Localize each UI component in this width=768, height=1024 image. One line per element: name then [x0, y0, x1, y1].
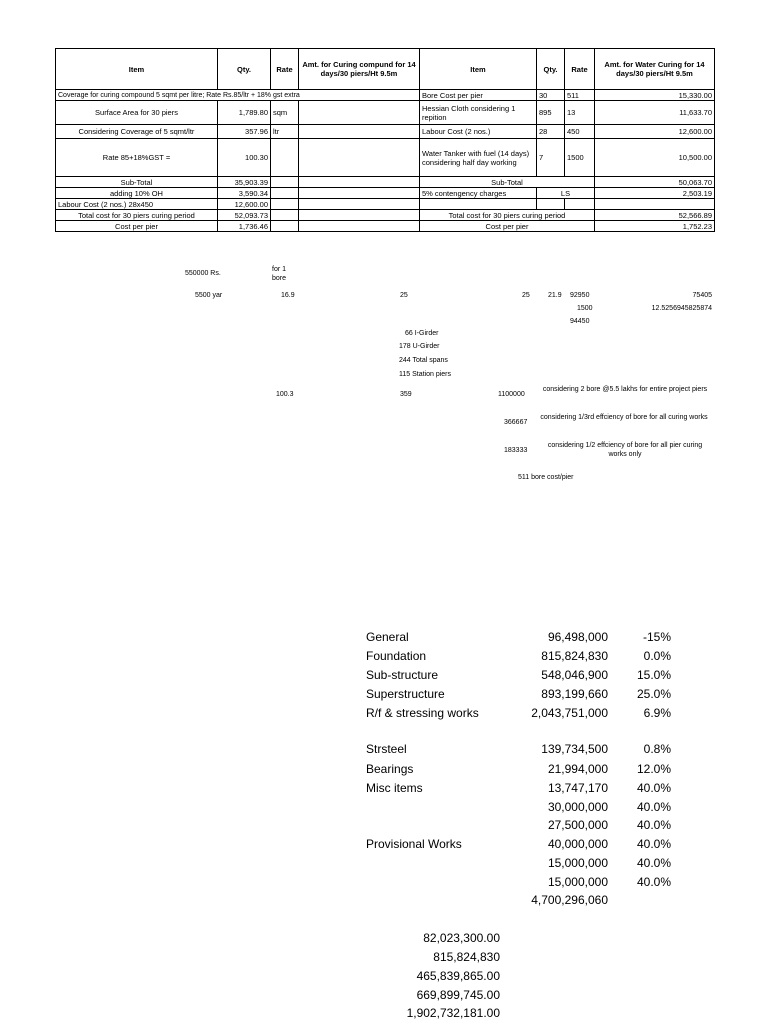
row-right-amount: 12,600.00 — [595, 125, 715, 139]
note-2-bore: considering 2 bore @5.5 lakhs for entire project piers — [542, 386, 708, 393]
note-bore-cost: 550000 Rs. — [185, 270, 221, 277]
header-rate-left: Rate — [271, 49, 299, 90]
summary-percent: 6.9% — [643, 706, 671, 720]
row-left-rate: sqm — [271, 101, 299, 125]
summary-value: 13,747,170 — [547, 781, 608, 795]
summary-percent: -15% — [642, 630, 671, 644]
row-left-qty: 100.30 — [218, 139, 271, 177]
row-right-item: Total cost for 30 piers curing period — [420, 210, 595, 221]
table-row — [56, 221, 715, 232]
row-left-qty: 3,590.34 — [218, 188, 271, 199]
row-right-amount: 15,330.00 — [595, 90, 715, 101]
row-right-amount: 10,500.00 — [595, 139, 715, 177]
summary-label: Sub-structure — [366, 668, 439, 682]
row-left-qty: 52,093.73 — [218, 210, 271, 221]
summary-label: Strsteel — [366, 742, 407, 756]
row-right-item: Cost per pier — [420, 221, 595, 232]
row-left-rate — [271, 188, 299, 199]
row-right-qty: 28 — [537, 125, 565, 139]
table-header-row — [56, 49, 715, 90]
row-left-qty: 12,600.00 — [218, 199, 271, 210]
row-right-amount: 1,752.23 — [595, 221, 715, 232]
summary-percent: 40.0% — [636, 800, 671, 814]
row-right-amount: 11,633.70 — [595, 101, 715, 125]
header-qty-left: Qty. — [218, 49, 271, 90]
row-left-item: Cost per pier — [56, 221, 218, 232]
summary-percent: 40.0% — [636, 856, 671, 870]
table-row — [56, 90, 715, 101]
row-left-item: Labour Cost (2 nos.) 28x450 — [56, 199, 218, 210]
note-i-girder: 66 I-Girder — [405, 330, 439, 337]
row-left-rate — [271, 199, 299, 210]
row-right-item: Sub-Total — [420, 177, 595, 188]
bottom-value: 815,824,830 — [433, 950, 500, 964]
note-half-efficiency: considering 1/2 effciency of bore for all pier curing works only — [547, 442, 703, 458]
note-per-year: 5500 yar — [195, 292, 223, 299]
note-value: 75405 — [692, 292, 712, 299]
row-right-amount — [595, 199, 715, 210]
header-amount-water-curing: Amt. for Water Curing for 14 days/30 piers/Ht 9.5m — [595, 49, 715, 90]
summary-value: 15,000,000 — [547, 856, 608, 870]
note-value: 100.3 — [276, 391, 294, 398]
summary-value: 27,500,000 — [547, 818, 608, 832]
note-value: 21.9 — [548, 292, 562, 299]
row-left-amount — [299, 101, 420, 125]
row-right-qty: 7 — [537, 139, 565, 177]
row-right-item: Water Tanker with fuel (14 days) considering half day working — [420, 139, 537, 177]
row-left-amount — [299, 210, 420, 221]
note-total-spans: 244 Total spans — [399, 357, 448, 364]
summary-value: 815,824,830 — [541, 649, 608, 663]
summary-label: Bearings — [366, 762, 414, 776]
row-right-qty: 895 — [537, 101, 565, 125]
row-right-amount: 2,503.19 — [595, 188, 715, 199]
note-value: 25 — [400, 292, 408, 299]
note-value: 183333 — [504, 447, 528, 454]
bottom-value: 669,899,745.00 — [416, 988, 500, 1002]
row-right-rate — [565, 199, 595, 210]
note-value: 94450 — [570, 318, 590, 325]
row-right-rate: 450 — [565, 125, 595, 139]
table-row — [56, 177, 715, 188]
row-right-rate: 1500 — [565, 139, 595, 177]
summary-label: General — [366, 630, 409, 644]
row-right-amount: 50,063.70 — [595, 177, 715, 188]
summary-label: Misc items — [366, 781, 423, 795]
row-right-rate: LS — [537, 188, 595, 199]
summary-percent: 0.0% — [643, 649, 671, 663]
summary-label: R/f & stressing works — [366, 706, 479, 720]
row-left-item: Coverage for curing compound 5 sqmt per litre; Rate Rs.85/ltr + 18% gst extra — [56, 90, 420, 101]
summary-percent: 25.0% — [636, 687, 671, 701]
row-left-rate — [271, 139, 299, 177]
note-bore-cost-per-pier: 511 bore cost/pier — [518, 474, 574, 481]
summary-value: 2,043,751,000 — [531, 706, 608, 720]
summary-value: 40,000,000 — [547, 837, 608, 851]
table-row — [56, 139, 715, 177]
summary-percent: 15.0% — [636, 668, 671, 682]
row-left-qty: 1,736.46 — [218, 221, 271, 232]
note-for-1-bore: for 1 bore — [272, 266, 287, 282]
header-amount-curing-compound: Amt. for Curing compund for 14 days/30 piers/Ht 9.5m — [299, 49, 420, 90]
summary-label: Provisional Works — [366, 837, 462, 851]
row-left-amount — [299, 139, 420, 177]
row-right-item: Bore Cost per pier — [420, 90, 537, 101]
note-station-piers: 115 Station piers — [399, 371, 452, 378]
note-value: 16.9 — [281, 292, 295, 299]
summary-percent: 40.0% — [636, 818, 671, 832]
row-left-amount — [299, 199, 420, 210]
bottom-value: 1,902,732,181.00 — [406, 1006, 500, 1020]
row-left-rate — [271, 210, 299, 221]
row-left-item: Total cost for 30 piers curing period — [56, 210, 218, 221]
row-left-qty: 357.96 — [218, 125, 271, 139]
header-item-left: Item — [56, 49, 218, 90]
row-left-rate — [271, 177, 299, 188]
summary-value: 15,000,000 — [547, 875, 608, 889]
summary-label: Superstructure — [366, 687, 445, 701]
row-right-qty: 30 — [537, 90, 565, 101]
summary-value: 139,734,500 — [541, 742, 608, 756]
row-left-item: Considering Coverage of 5 sqmt/ltr — [56, 125, 218, 139]
row-left-item: Surface Area for 30 piers — [56, 101, 218, 125]
table-row — [56, 210, 715, 221]
row-left-amount — [299, 221, 420, 232]
table-row — [56, 199, 715, 210]
summary-percent: 40.0% — [636, 781, 671, 795]
row-left-qty: 1,789.80 — [218, 101, 271, 125]
note-value: 366667 — [504, 419, 528, 426]
row-right-item: Labour Cost (2 nos.) — [420, 125, 537, 139]
row-left-amount — [299, 125, 420, 139]
table-row — [56, 125, 715, 139]
summary-percent: 12.0% — [636, 762, 671, 776]
row-left-amount — [299, 188, 420, 199]
row-right-item: Hessian Cloth considering 1 repition — [420, 101, 537, 125]
header-qty-right: Qty. — [537, 49, 565, 90]
header-rate-right: Rate — [565, 49, 595, 90]
summary-value: 548,046,900 — [541, 668, 608, 682]
summary-value: 893,199,660 — [541, 687, 608, 701]
table-row — [56, 101, 715, 125]
row-right-item: 5% contengency charges — [420, 188, 537, 199]
row-left-item: adding 10% OH — [56, 188, 218, 199]
header-item-right: Item — [420, 49, 537, 90]
table-row — [56, 188, 715, 199]
summary-percent: 0.8% — [643, 742, 671, 756]
note-u-girder: 178 U-Girder — [399, 343, 440, 350]
note-third-efficiency: considering 1/3rd effciency of bore for all curing works — [540, 414, 708, 421]
summary-percent: 40.0% — [636, 837, 671, 851]
note-value: 92950 — [570, 292, 590, 299]
row-right-rate: 511 — [565, 90, 595, 101]
row-left-amount — [299, 177, 420, 188]
note-value: 1100000 — [498, 391, 525, 398]
summary-value: 30,000,000 — [547, 800, 608, 814]
summary-value: 21,994,000 — [547, 762, 608, 776]
note-value: 25 — [522, 292, 530, 299]
summary-percent: 40.0% — [636, 875, 671, 889]
row-left-rate: ltr — [271, 125, 299, 139]
summary-value: 96,498,000 — [547, 630, 608, 644]
summary-label: Foundation — [366, 649, 427, 663]
bottom-value: 82,023,300.00 — [423, 931, 500, 945]
row-right-item — [420, 199, 537, 210]
row-right-amount: 52,566.89 — [595, 210, 715, 221]
row-left-item: Sub-Total — [56, 177, 218, 188]
cost-comparison-table — [55, 48, 715, 232]
note-value: 1500 — [577, 305, 593, 312]
note-value: 12.5256945825874 — [651, 305, 712, 312]
row-left-rate — [271, 221, 299, 232]
row-right-rate: 13 — [565, 101, 595, 125]
row-left-qty: 35,903.39 — [218, 177, 271, 188]
row-right-qty — [537, 199, 565, 210]
summary-total: 4,700,296,060 — [531, 893, 608, 907]
bottom-value: 465,839,865.00 — [416, 969, 500, 983]
note-value: 359 — [400, 391, 412, 398]
row-left-item: Rate 85+18%GST = — [56, 139, 218, 177]
